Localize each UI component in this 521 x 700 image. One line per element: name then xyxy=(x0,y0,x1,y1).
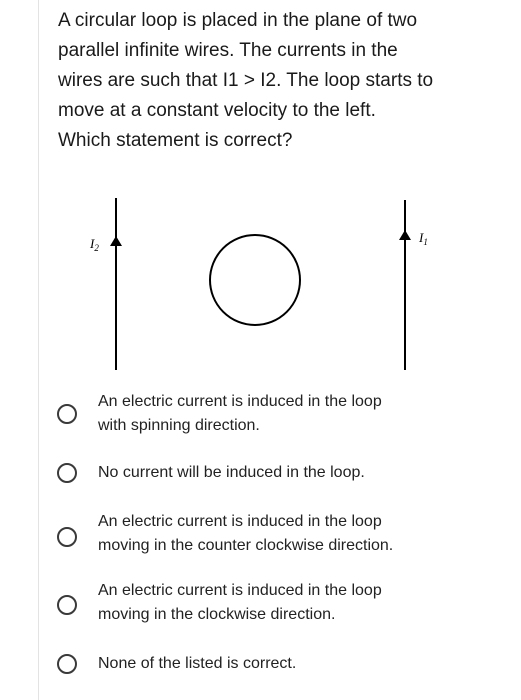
radio-button-icon[interactable] xyxy=(57,404,77,424)
option-label-line: with spinning direction. xyxy=(98,417,260,434)
right-wire-label: $I_1$ xyxy=(419,230,428,247)
option-label-line: An electric current is induced in the loop xyxy=(98,582,382,599)
radio-button-icon[interactable] xyxy=(57,527,77,547)
radio-button-icon[interactable] xyxy=(57,654,77,674)
right-wire-arrow-icon xyxy=(399,230,411,240)
option-label-line: moving in the clockwise direction. xyxy=(98,606,336,623)
option-label-line: None of the listed is correct. xyxy=(98,655,297,672)
option-label xyxy=(98,510,458,558)
option-label xyxy=(98,579,458,627)
question-line: Which statement is correct? xyxy=(58,130,293,151)
option-label-line: An electric current is induced in the loop xyxy=(98,393,382,410)
option-label-line: moving in the counter clockwise direction. xyxy=(98,537,394,554)
question-line: A circular loop is placed in the plane of two xyxy=(58,10,418,31)
option-label-line: No current will be induced in the loop. xyxy=(98,464,365,481)
question-line: move at a constant velocity to the left. xyxy=(58,100,376,121)
radio-button-icon[interactable] xyxy=(57,595,77,615)
left-wire-label: $I_2$ xyxy=(90,236,99,253)
question-line: parallel infinite wires. The currents in the xyxy=(58,40,398,61)
option-label-line: An electric current is induced in the loop xyxy=(98,513,382,530)
radio-button-icon[interactable] xyxy=(57,463,77,483)
circular-loop xyxy=(210,235,300,325)
option-label xyxy=(98,390,458,438)
option-label xyxy=(98,652,458,676)
left-wire-arrow-icon xyxy=(110,236,122,246)
option-label xyxy=(98,461,458,485)
question-text xyxy=(58,6,488,156)
question-line: wires are such that I1 > I2. The loop starts to xyxy=(58,70,434,91)
circuit-diagram xyxy=(0,180,521,380)
